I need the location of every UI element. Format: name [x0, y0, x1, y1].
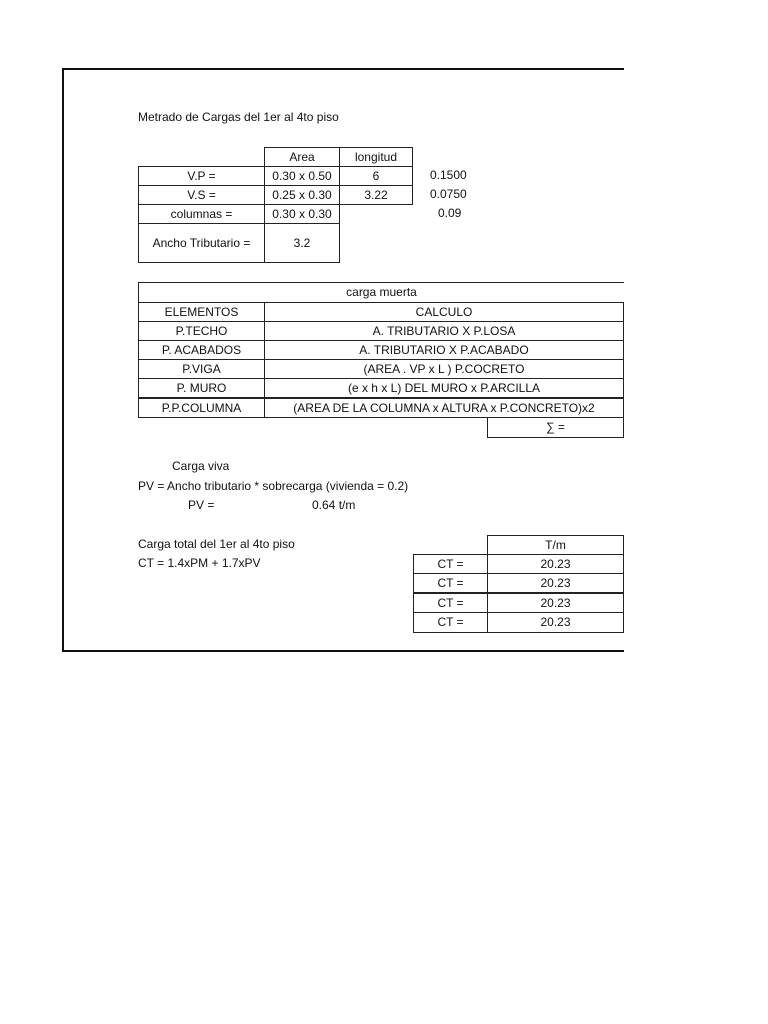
row-vs-label: V.S = — [138, 185, 265, 205]
dead-element-muro: P. MURO — [138, 378, 265, 398]
dead-calc-muro: (e x h x L) DEL MURO x P.ARCILLA — [264, 378, 624, 398]
total-unit-header: T/m — [487, 535, 624, 555]
dead-element-columna: P.P.COLUMNA — [138, 398, 265, 418]
dead-element-techo: P.TECHO — [138, 321, 265, 341]
header-longitud: longitud — [339, 147, 413, 167]
row-vp-label: V.P = — [138, 166, 265, 186]
row-columnas-result: 0.09 — [438, 206, 462, 220]
total-load-formula: CT = 1.4xPM + 1.7xPV — [138, 556, 261, 570]
ct-label: CT = — [413, 554, 488, 574]
ct-value: 20.23 — [487, 554, 624, 574]
dead-element-viga: P.VIGA — [138, 359, 265, 379]
row-columnas-area: 0.30 x 0.30 — [264, 204, 340, 224]
row-vp-result: 0.1500 — [430, 168, 467, 182]
row-vs-result: 0.0750 — [430, 187, 467, 201]
ct-value: 20.23 — [487, 573, 624, 593]
row-vp-area: 0.30 x 0.50 — [264, 166, 340, 186]
ct-label: CT = — [413, 593, 488, 613]
header-area: Area — [264, 147, 340, 167]
pv-value: 0.64 t/m — [312, 498, 356, 512]
sheet-title: Metrado de Cargas del 1er al 4to piso — [138, 110, 339, 124]
ct-value: 20.23 — [487, 593, 624, 613]
row-vp-length: 6 — [339, 166, 413, 186]
total-load-title: Carga total del 1er al 4to piso — [138, 537, 295, 551]
ct-label: CT = — [413, 573, 488, 593]
row-vs-length: 3.22 — [339, 185, 413, 205]
live-load-title: Carga viva — [172, 459, 230, 473]
header-elementos: ELEMENTOS — [138, 302, 265, 322]
tributary-value: 3.2 — [264, 223, 340, 263]
dead-calc-acabados: A. TRIBUTARIO X P.ACABADO — [264, 340, 624, 360]
ct-value: 20.23 — [487, 612, 624, 633]
dead-calc-viga: (AREA . VP x L ) P.COCRETO — [264, 359, 624, 379]
dead-element-acabados: P. ACABADOS — [138, 340, 265, 360]
pv-label: PV = — [188, 498, 215, 512]
live-load-formula: PV = Ancho tributario * sobrecarga (vivienda = 0.2) — [138, 479, 409, 493]
dead-load-sum: ∑ = — [487, 417, 624, 438]
ct-label: CT = — [413, 612, 488, 633]
dead-calc-techo: A. TRIBUTARIO X P.LOSA — [264, 321, 624, 341]
header-calculo: CALCULO — [264, 302, 624, 322]
row-vs-area: 0.25 x 0.30 — [264, 185, 340, 205]
row-columnas-label: columnas = — [138, 204, 265, 224]
dead-load-title: carga muerta — [138, 282, 624, 303]
tributary-label: Ancho Tributario = — [138, 223, 265, 263]
dead-calc-columna: (AREA DE LA COLUMNA x ALTURA x P.CONCRETO)x2 — [264, 398, 624, 418]
